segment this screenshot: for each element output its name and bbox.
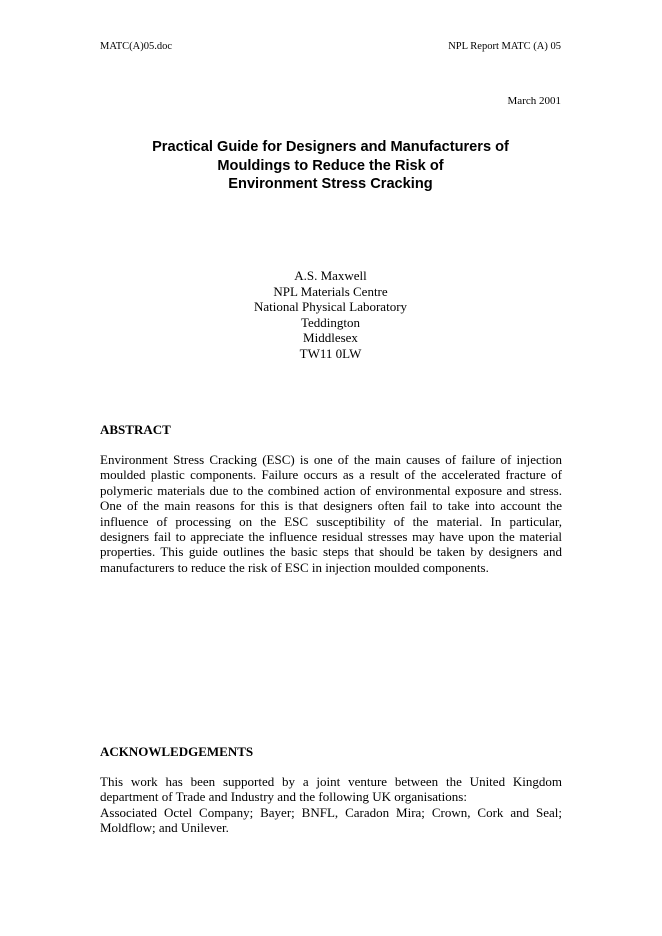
author-town: Teddington [300, 314, 361, 330]
abstract-line: designers fail to appreciate the influence residual stresses may have upon the material [100, 529, 562, 545]
author-block [100, 268, 561, 362]
abstract-line: influence of processing on the ESC susceptibility of the material. In particular, [100, 513, 562, 529]
abstract-line: Environment Stress Cracking (ESC) is one of the main causes of failure of injection [100, 452, 562, 467]
acknowledgements-line: Moldflow; and Unilever. [100, 820, 229, 836]
abstract-heading: ABSTRACT [100, 422, 171, 437]
abstract-body [100, 452, 562, 575]
acknowledgements-line: This work has been supported by a joint venture between the United Kingdom [100, 774, 562, 789]
abstract-line: polymeric materials due to the combined action of environmental exposure and stress. [100, 482, 562, 498]
abstract-line: manufacturers to reduce the risk of ESC in injection moulded components. [100, 559, 489, 575]
acknowledgements-line: department of Trade and Industry and the following UK organisations: [100, 789, 467, 805]
author-affiliation: NPL Materials Centre [273, 283, 388, 299]
acknowledgements-heading: ACKNOWLEDGEMENTS [100, 744, 254, 759]
author-institution: National Physical Laboratory [253, 299, 408, 315]
abstract-line: moulded plastic components. Failure occurs as a result of the accelerated fracture of [100, 467, 562, 483]
abstract-line: properties. This guide outlines the basic steps that should be taken by designers and [100, 544, 562, 560]
header-report-number: NPL Report MATC (A) 05 [448, 41, 561, 52]
author-county: Middlesex [303, 330, 358, 346]
abstract-line: One of the main reasons for this is that designers often fail to take into account the [100, 498, 562, 514]
acknowledgements-line: Associated Octel Company; Bayer; BNFL, Caradon Mira; Crown, Cork and Seal; [100, 804, 562, 820]
acknowledgements-body [100, 774, 562, 836]
author-name: A.S. Maxwell [294, 268, 367, 283]
document-title [100, 138, 561, 194]
report-date: March 2001 [507, 95, 561, 107]
title-line: Mouldings to Reduce the Risk of [217, 157, 444, 174]
title-line: Environment Stress Cracking [228, 176, 433, 192]
header-filename: MATC(A)05.doc [100, 41, 173, 52]
title-line: Practical Guide for Designers and Manufacturers of [152, 139, 509, 155]
author-postcode: TW11 0LW [299, 345, 362, 361]
